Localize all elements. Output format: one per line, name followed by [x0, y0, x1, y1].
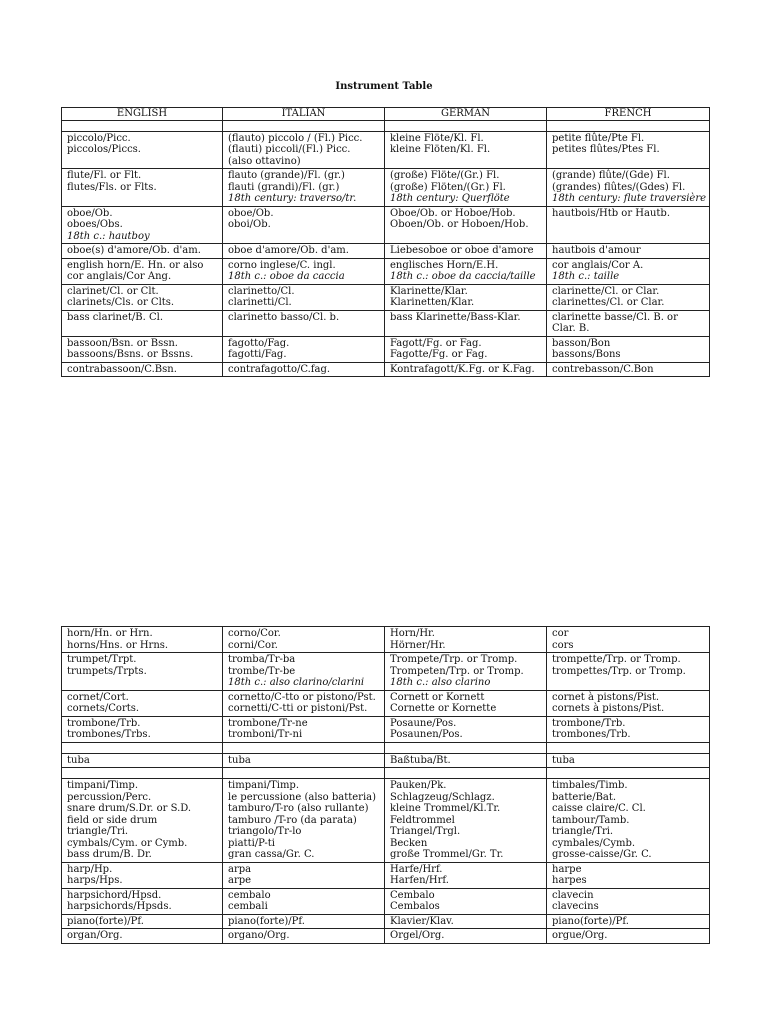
- table-row: [62, 244, 710, 259]
- table-row: [62, 169, 710, 207]
- cell-line: arpe: [228, 875, 252, 886]
- cell-english: [62, 753, 223, 768]
- table-row: [62, 690, 710, 716]
- cell-line: fagotto/Fag.: [228, 337, 290, 349]
- cell-italian: [223, 244, 385, 259]
- cell-line: Feldtrommel: [390, 814, 455, 826]
- cell-line: Clar. B.: [552, 323, 590, 334]
- table-row: [62, 131, 710, 169]
- cell-line: Trompeten/Trp. or Tromp.: [390, 665, 524, 677]
- cell-german: [385, 929, 547, 944]
- cell-line: (große) Flöte/(Gr.) Fl.: [390, 170, 500, 181]
- cell-line: große Trommel/Gr. Tr.: [390, 849, 504, 860]
- cell-italian: [223, 862, 385, 888]
- cell-line: Cornett or Kornett: [390, 691, 485, 703]
- cell-german: [385, 258, 547, 284]
- cell-line: bassons/Bons: [552, 349, 621, 360]
- cell-german: [385, 362, 547, 377]
- cell-line: cornets à pistons/Pist.: [552, 703, 665, 714]
- cell-german: [385, 131, 547, 169]
- cell-line: trumpets/Trpts.: [67, 665, 147, 677]
- cell-line: tamburo /T-ro (da parata): [228, 814, 357, 826]
- page-title: Instrument Table: [335, 81, 433, 92]
- cell-line: bass drum/B. Dr.: [67, 849, 152, 860]
- spacer-row: [62, 768, 710, 779]
- spacer-cell: [62, 742, 223, 753]
- cell-line: piccolos/Piccs.: [67, 144, 141, 155]
- cell-line: trombones/Trbs.: [67, 729, 151, 740]
- cell-line: Pauken/Pk.: [390, 780, 447, 791]
- cell-italian: [223, 716, 385, 742]
- cell-line: triangolo/Tr-lo: [228, 826, 302, 837]
- cell-italian: [223, 169, 385, 207]
- cell-french: [547, 862, 710, 888]
- header-row: [62, 108, 710, 121]
- cell-italian: [223, 362, 385, 377]
- cell-line: 18th c.: also clarino: [390, 677, 491, 688]
- cell-french: [547, 284, 710, 310]
- cell-english: [62, 779, 223, 863]
- cell-german: [385, 627, 547, 653]
- cell-french: [547, 131, 710, 169]
- table-row: [62, 258, 710, 284]
- table-row: [62, 716, 710, 742]
- cell-line: flute/Fl. or Flt.: [67, 170, 142, 181]
- cell-line: Hörner/Hr.: [390, 639, 446, 651]
- cell-italian: [223, 753, 385, 768]
- cell-line: bass Klarinette/Bass-Klar.: [390, 311, 521, 323]
- cell-line: orgue/Org.: [552, 930, 608, 941]
- cell-line: trompettes/Trp. or Tromp.: [552, 665, 686, 677]
- cell-line: 18th c.: oboe da caccia: [228, 271, 345, 282]
- cell-english: [62, 131, 223, 169]
- cell-line: (flauto) piccolo / (Fl.) Picc.: [228, 132, 363, 144]
- cell-line: Klavier/Klav.: [390, 915, 454, 927]
- cell-line: Harfen/Hrf.: [390, 875, 449, 886]
- cell-line: corno inglese/C. ingl.: [228, 259, 336, 271]
- cell-line: piano(forte)/Pf.: [67, 915, 144, 927]
- cell-line: cornetto/C-tto or pistono/Pst.: [228, 691, 376, 703]
- cell-italian: [223, 888, 385, 914]
- spacer-cell: [223, 768, 385, 779]
- cell-english: [62, 690, 223, 716]
- cell-french: [547, 627, 710, 653]
- cell-line: piatti/P-ti: [228, 837, 275, 849]
- cell-line: trumpet/Trpt.: [67, 654, 137, 665]
- cell-italian: [223, 627, 385, 653]
- cell-italian: [223, 779, 385, 863]
- cell-italian: [223, 653, 385, 691]
- cell-line: cymbales/Cymb.: [552, 837, 636, 849]
- header-german: GERMAN: [385, 108, 547, 121]
- spacer-row: [62, 120, 710, 131]
- spacer-row: [62, 742, 710, 753]
- cell-german: [385, 716, 547, 742]
- cell-german: [385, 690, 547, 716]
- cell-line: Kontrafagott/K.Fg. or K.Fag.: [390, 363, 535, 375]
- cell-line: corni/Cor.: [228, 639, 278, 651]
- cell-english: [62, 169, 223, 207]
- cell-italian: [223, 284, 385, 310]
- cell-line: grosse-caisse/Gr. C.: [552, 849, 652, 860]
- cell-line: cornets/Corts.: [67, 703, 140, 714]
- cell-line: tuba: [228, 754, 251, 766]
- cell-german: [385, 753, 547, 768]
- table-row: [62, 862, 710, 888]
- table-row: [62, 362, 710, 377]
- cell-line: trombones/Trb.: [552, 729, 631, 740]
- cell-french: [547, 753, 710, 768]
- cell-english: [62, 929, 223, 944]
- cell-line: Fagotte/Fg. or Fag.: [390, 349, 488, 360]
- cell-line: batterie/Bat.: [552, 791, 617, 803]
- cell-german: [385, 653, 547, 691]
- cell-french: [547, 716, 710, 742]
- cell-line: caisse claire/C. Cl.: [552, 803, 646, 814]
- cell-line: piccolo/Picc.: [67, 132, 131, 144]
- cell-line: timbales/Timb.: [552, 780, 628, 791]
- cell-line: cor: [552, 628, 569, 639]
- cell-line: english horn/E. Hn. or also: [67, 259, 204, 271]
- cell-line: clavecins: [552, 901, 599, 912]
- cell-german: [385, 888, 547, 914]
- cell-line: oboes/Obs.: [67, 219, 123, 230]
- cell-line: horn/Hn. or Hrn.: [67, 628, 153, 639]
- cell-line: flauti (grandi)/Fl. (gr.): [228, 181, 340, 193]
- table-row: [62, 779, 710, 863]
- cell-line: clarinettes/Cl. or Clar.: [552, 297, 665, 308]
- cell-line: contrabassoon/C.Bsn.: [67, 363, 177, 375]
- cell-line: Trompete/Trp. or Tromp.: [390, 654, 518, 665]
- cell-line: clarinetti/Cl.: [228, 297, 292, 308]
- cell-line: organo/Org.: [228, 930, 290, 941]
- cell-german: [385, 310, 547, 336]
- cell-line: 18th century: flute traversière: [552, 193, 707, 204]
- cell-german: [385, 336, 547, 362]
- cell-line: Cembalo: [390, 889, 435, 901]
- cell-english: [62, 862, 223, 888]
- cell-line: harpes: [552, 875, 587, 886]
- cell-line: oboe d'amore/Ob. d'am.: [228, 245, 349, 256]
- table-row: [62, 888, 710, 914]
- cell-english: [62, 206, 223, 244]
- cell-line: contrebasson/C.Bon: [552, 363, 654, 375]
- cell-french: [547, 690, 710, 716]
- cell-line: kleine Flöten/Kl. Fl.: [390, 144, 491, 155]
- table-row: [62, 284, 710, 310]
- cell-line: Becken: [390, 837, 428, 849]
- cell-english: [62, 653, 223, 691]
- header-english: ENGLISH: [62, 108, 223, 121]
- cell-italian: [223, 131, 385, 169]
- cell-line: clarinet/Cl. or Clt.: [67, 285, 159, 297]
- cell-line: (flauti) piccoli/(Fl.) Picc.: [228, 144, 351, 155]
- cell-line: Cembalos: [390, 901, 440, 912]
- cell-french: [547, 244, 710, 259]
- cell-french: [547, 169, 710, 207]
- cell-line: arpa: [228, 863, 252, 875]
- cell-line: contrafagotto/C.fag.: [228, 363, 331, 375]
- instrument-table-woodwinds: [61, 107, 710, 377]
- cell-line: cornet/Cort.: [67, 691, 129, 703]
- cell-french: [547, 206, 710, 244]
- cell-line: cor anglais/Cor A.: [552, 259, 644, 271]
- cell-line: clarinetto basso/Cl. b.: [228, 311, 340, 323]
- cell-line: trombone/Trb.: [67, 717, 141, 729]
- cell-line: Schlagzeug/Schlagz.: [390, 791, 495, 803]
- cell-line: piano(forte)/Pf.: [552, 915, 629, 927]
- cell-line: fagotti/Fag.: [228, 349, 287, 360]
- cell-line: basson/Bon: [552, 337, 611, 349]
- spacer-cell: [547, 768, 710, 779]
- cell-line: clavecin: [552, 889, 594, 901]
- cell-german: [385, 779, 547, 863]
- cell-line: Posaune/Pos.: [390, 717, 457, 729]
- cell-line: harps/Hps.: [67, 875, 123, 886]
- cell-french: [547, 336, 710, 362]
- table-row: [62, 753, 710, 768]
- cell-line: kleine Trommel/Kl.Tr.: [390, 803, 501, 814]
- cell-line: field or side drum: [67, 814, 158, 826]
- cell-line: clarinetto/Cl.: [228, 285, 295, 297]
- cell-line: Fagott/Fg. or Fag.: [390, 337, 482, 349]
- cell-line: Horn/Hr.: [390, 628, 435, 639]
- cell-line: Posaunen/Pos.: [390, 729, 463, 740]
- cell-line: petites flûtes/Ptes Fl.: [552, 144, 660, 155]
- cell-line: trombe/Tr-be: [228, 665, 296, 677]
- cell-line: tambour/Tamb.: [552, 814, 630, 826]
- cell-english: [62, 627, 223, 653]
- table-row: [62, 206, 710, 244]
- table-row: [62, 336, 710, 362]
- cell-line: 18th century: Querflöte: [390, 193, 510, 204]
- cell-italian: [223, 310, 385, 336]
- cell-french: [547, 362, 710, 377]
- cell-line: cembalo: [228, 889, 271, 901]
- spacer-cell: [62, 768, 223, 779]
- table-row: [62, 929, 710, 944]
- cell-english: [62, 362, 223, 377]
- cell-line: oboe/Ob.: [67, 207, 113, 219]
- cell-line: petite flûte/Pte Fl.: [552, 132, 645, 144]
- cell-french: [547, 310, 710, 336]
- cell-line: Klarinetten/Klar.: [390, 297, 475, 308]
- cell-french: [547, 929, 710, 944]
- cell-line: oboe(s) d'amore/Ob. d'am.: [67, 245, 201, 256]
- cell-german: [385, 206, 547, 244]
- table-row: [62, 653, 710, 691]
- cell-line: tamburo/T-ro (also rullante): [228, 803, 369, 814]
- cell-line: 18th c.: hautboy: [67, 230, 150, 242]
- spacer-cell: [223, 120, 385, 131]
- cell-line: 18th c.: taille: [552, 271, 620, 282]
- cell-line: Liebesoboe or oboe d'amore: [390, 245, 534, 256]
- cell-line: harpsichords/Hpsds.: [67, 901, 172, 912]
- cell-line: cornet à pistons/Pist.: [552, 691, 660, 703]
- cell-german: [385, 914, 547, 929]
- cell-line: (grandes) flûtes/(Gdes) Fl.: [552, 181, 686, 193]
- cell-english: [62, 284, 223, 310]
- cell-line: cymbals/Cym. or Cymb.: [67, 837, 188, 849]
- cell-line: 18th c.: also clarino/clarini: [228, 677, 365, 688]
- cell-italian: [223, 690, 385, 716]
- cell-english: [62, 336, 223, 362]
- cell-line: cembali: [228, 901, 268, 912]
- cell-line: hautbois/Htb or Hautb.: [552, 207, 671, 219]
- spacer-cell: [385, 768, 547, 779]
- cell-line: oboi/Ob.: [228, 219, 271, 230]
- spacer-cell: [547, 120, 710, 131]
- cell-german: [385, 284, 547, 310]
- cell-english: [62, 888, 223, 914]
- cell-line: oboe/Ob.: [228, 207, 274, 219]
- cell-line: snare drum/S.Dr. or S.D.: [67, 803, 192, 814]
- cell-line: harpsichord/Hpsd.: [67, 889, 162, 901]
- cell-french: [547, 779, 710, 863]
- spacer-cell: [385, 742, 547, 753]
- cell-line: le percussione (also batteria): [228, 791, 377, 803]
- cell-line: cors: [552, 639, 574, 651]
- spacer-cell: [385, 120, 547, 131]
- spacer-cell: [223, 742, 385, 753]
- spacer-cell: [547, 742, 710, 753]
- cell-line: 18th c.: oboe da caccia/taille: [390, 271, 536, 282]
- cell-line: Oboen/Ob. or Hoboen/Hob.: [390, 219, 529, 230]
- cell-line: Triangel/Trgl.: [390, 826, 461, 837]
- cell-english: [62, 716, 223, 742]
- cell-line: (also ottavino): [228, 155, 301, 167]
- cell-line: Baßtuba/Bt.: [390, 754, 451, 766]
- spacer-cell: [62, 120, 223, 131]
- cell-line: gran cassa/Gr. C.: [228, 849, 315, 860]
- cell-line: flutes/Fls. or Flts.: [67, 181, 157, 193]
- cell-french: [547, 258, 710, 284]
- cell-german: [385, 862, 547, 888]
- cell-line: trombone/Tr-ne: [228, 717, 308, 729]
- table-row: [62, 914, 710, 929]
- cell-italian: [223, 336, 385, 362]
- cell-line: triangle/Tri.: [67, 826, 129, 837]
- cell-line: organ/Org.: [67, 930, 123, 941]
- cell-line: kleine Flöte/Kl. Fl.: [390, 132, 484, 144]
- cell-line: triangle/Tri.: [552, 826, 614, 837]
- cell-line: englisches Horn/E.H.: [390, 259, 499, 271]
- cell-line: cor anglais/Cor Ang.: [67, 271, 172, 282]
- cell-line: tromboni/Tr-ni: [228, 729, 303, 740]
- cell-line: clarinette/Cl. or Clar.: [552, 285, 660, 297]
- cell-line: bassoon/Bsn. or Bssn.: [67, 337, 178, 349]
- cell-line: trompette/Trp. or Tromp.: [552, 654, 681, 665]
- cell-line: harp/Hp.: [67, 863, 113, 875]
- cell-line: tuba: [67, 754, 90, 766]
- cell-italian: [223, 206, 385, 244]
- cell-line: percussion/Perc.: [67, 791, 152, 803]
- cell-english: [62, 258, 223, 284]
- cell-french: [547, 888, 710, 914]
- cell-line: cornetti/C-tti or pistoni/Pst.: [228, 703, 368, 714]
- cell-line: 18th century: traverso/tr.: [228, 193, 357, 204]
- cell-line: hautbois d'amour: [552, 245, 641, 256]
- cell-italian: [223, 929, 385, 944]
- table-row: [62, 310, 710, 336]
- cell-line: timpani/Timp.: [228, 780, 300, 791]
- cell-line: clarinette basse/Cl. B. or: [552, 311, 678, 323]
- cell-line: Oboe/Ob. or Hoboe/Hob.: [390, 207, 516, 219]
- cell-english: [62, 244, 223, 259]
- cell-line: Cornette or Kornette: [390, 703, 497, 714]
- cell-french: [547, 653, 710, 691]
- cell-line: horns/Hns. or Hrns.: [67, 639, 169, 651]
- cell-line: clarinets/Cls. or Clts.: [67, 297, 175, 308]
- instrument-table-brass-percussion: [61, 626, 710, 944]
- cell-english: [62, 310, 223, 336]
- cell-line: (große) Flöten/(Gr.) Fl.: [390, 181, 506, 193]
- cell-line: bassoons/Bsns. or Bssns.: [67, 349, 194, 360]
- cell-line: harpe: [552, 863, 582, 875]
- cell-line: bass clarinet/B. Cl.: [67, 311, 164, 323]
- cell-line: corno/Cor.: [228, 628, 281, 639]
- cell-italian: [223, 914, 385, 929]
- cell-line: Klarinette/Klar.: [390, 285, 468, 297]
- header-italian: ITALIAN: [223, 108, 385, 121]
- cell-line: (grande) flûte/(Gde) Fl.: [552, 170, 670, 181]
- cell-line: Harfe/Hrf.: [390, 863, 443, 875]
- cell-french: [547, 914, 710, 929]
- cell-english: [62, 914, 223, 929]
- cell-line: piano(forte)/Pf.: [228, 915, 305, 927]
- header-french: FRENCH: [547, 108, 710, 121]
- cell-line: tromba/Tr-ba: [228, 654, 296, 665]
- cell-german: [385, 244, 547, 259]
- cell-german: [385, 169, 547, 207]
- cell-line: trombone/Trb.: [552, 717, 626, 729]
- cell-line: Orgel/Org.: [390, 930, 445, 941]
- cell-line: timpani/Timp.: [67, 780, 139, 791]
- table-row: [62, 627, 710, 653]
- cell-italian: [223, 258, 385, 284]
- cell-line: tuba: [552, 754, 575, 766]
- cell-line: flauto (grande)/Fl. (gr.): [228, 170, 345, 181]
